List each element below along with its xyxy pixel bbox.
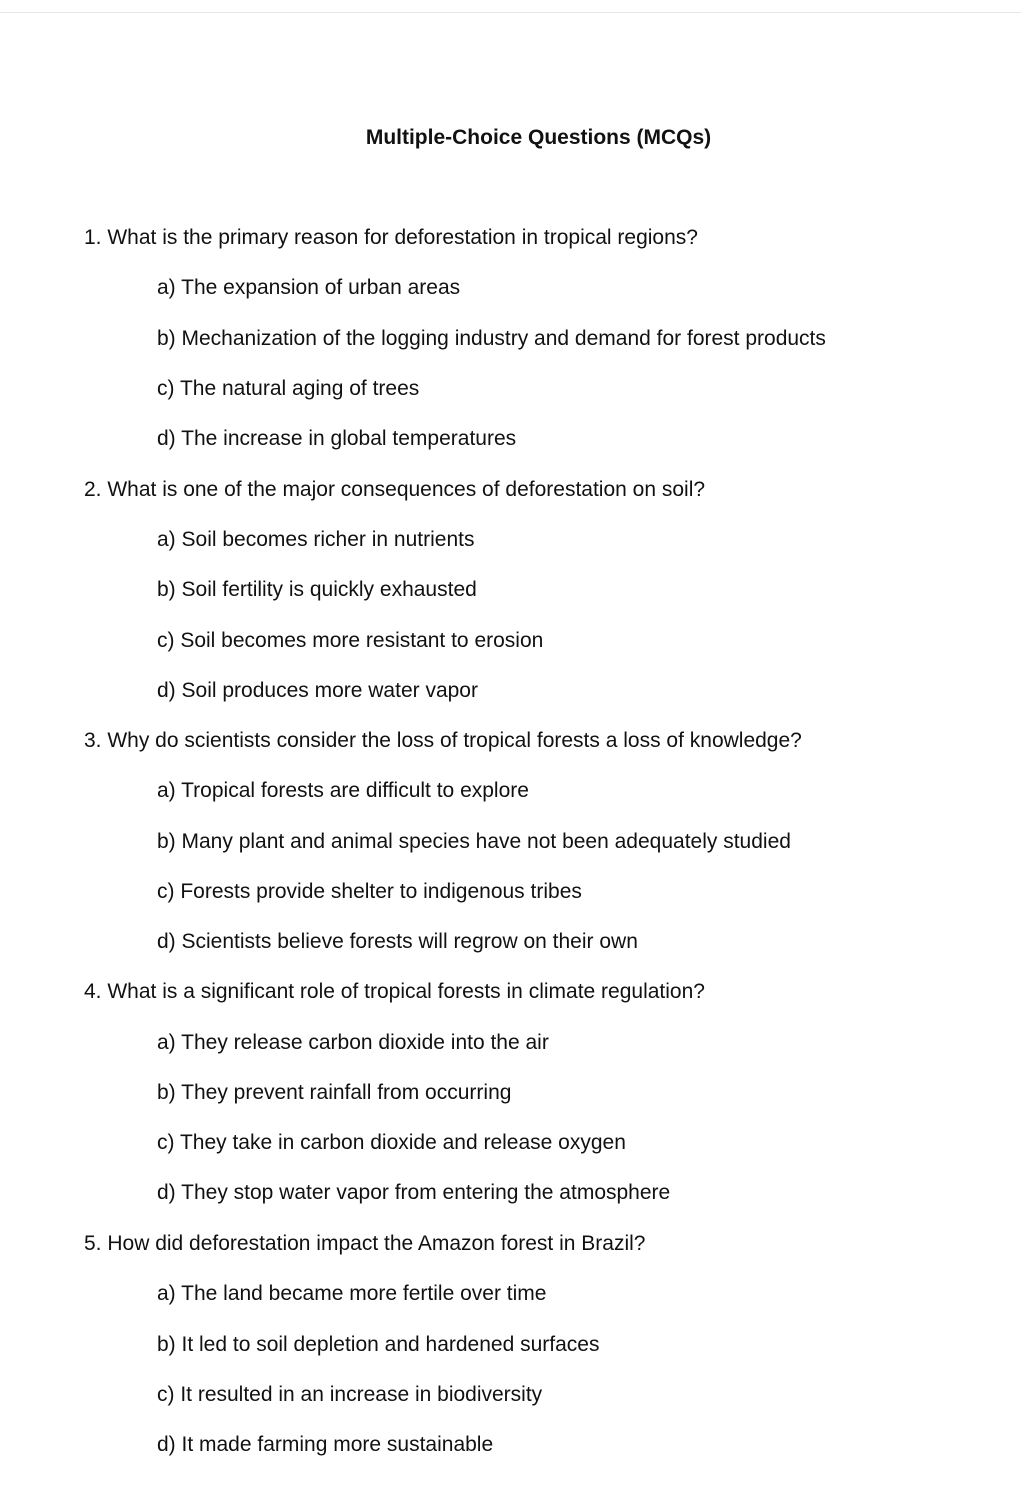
question-1-option-d: d) The increase in global temperatures [157, 427, 517, 450]
question-2-text: 2. What is one of the major consequences of deforestation on soil? [84, 478, 706, 501]
question-4-text: 4. What is a significant role of tropical forests in climate regulation? [84, 980, 705, 1003]
question-1-text: 1. What is the primary reason for deforestation in tropical regions? [84, 226, 698, 249]
question-2-option-c: c) Soil becomes more resistant to erosion [157, 629, 544, 652]
question-4-option-a: a) They release carbon dioxide into the air [157, 1031, 549, 1054]
question-4-option-c: c) They take in carbon dioxide and release oxygen [157, 1131, 626, 1154]
question-3-text: 3. Why do scientists consider the loss of tropical forests a loss of knowledge? [84, 729, 802, 752]
question-1-option-c: c) The natural aging of trees [157, 377, 420, 400]
question-5-option-b: b) It led to soil depletion and hardened surfaces [157, 1333, 600, 1356]
question-3-option-a: a) Tropical forests are difficult to explore [157, 779, 529, 802]
question-3-option-d: d) Scientists believe forests will regrow on their own [157, 930, 638, 953]
question-1-option-a: a) The expansion of urban areas [157, 276, 461, 299]
question-3-option-b: b) Many plant and animal species have not been adequately studied [157, 830, 791, 853]
question-4-option-b: b) They prevent rainfall from occurring [157, 1081, 512, 1104]
question-5-option-c: c) It resulted in an increase in biodiversity [157, 1383, 543, 1406]
question-2-option-b: b) Soil fertility is quickly exhausted [157, 578, 477, 601]
question-5-option-d: d) It made farming more sustainable [157, 1433, 494, 1456]
question-4-option-d: d) They stop water vapor from entering the atmosphere [157, 1181, 671, 1204]
question-3-option-c: c) Forests provide shelter to indigenous tribes [157, 880, 582, 903]
page-top-divider [0, 12, 1021, 13]
question-1-option-b: b) Mechanization of the logging industry and demand for forest products [157, 327, 826, 350]
question-2-option-d: d) Soil produces more water vapor [157, 679, 478, 702]
question-5-text: 5. How did deforestation impact the Amazon forest in Brazil? [84, 1232, 646, 1255]
document-title: Multiple-Choice Questions (MCQs) [365, 126, 712, 149]
question-2-option-a: a) Soil becomes richer in nutrients [157, 528, 475, 551]
question-5-option-a: a) The land became more fertile over time [157, 1282, 547, 1305]
